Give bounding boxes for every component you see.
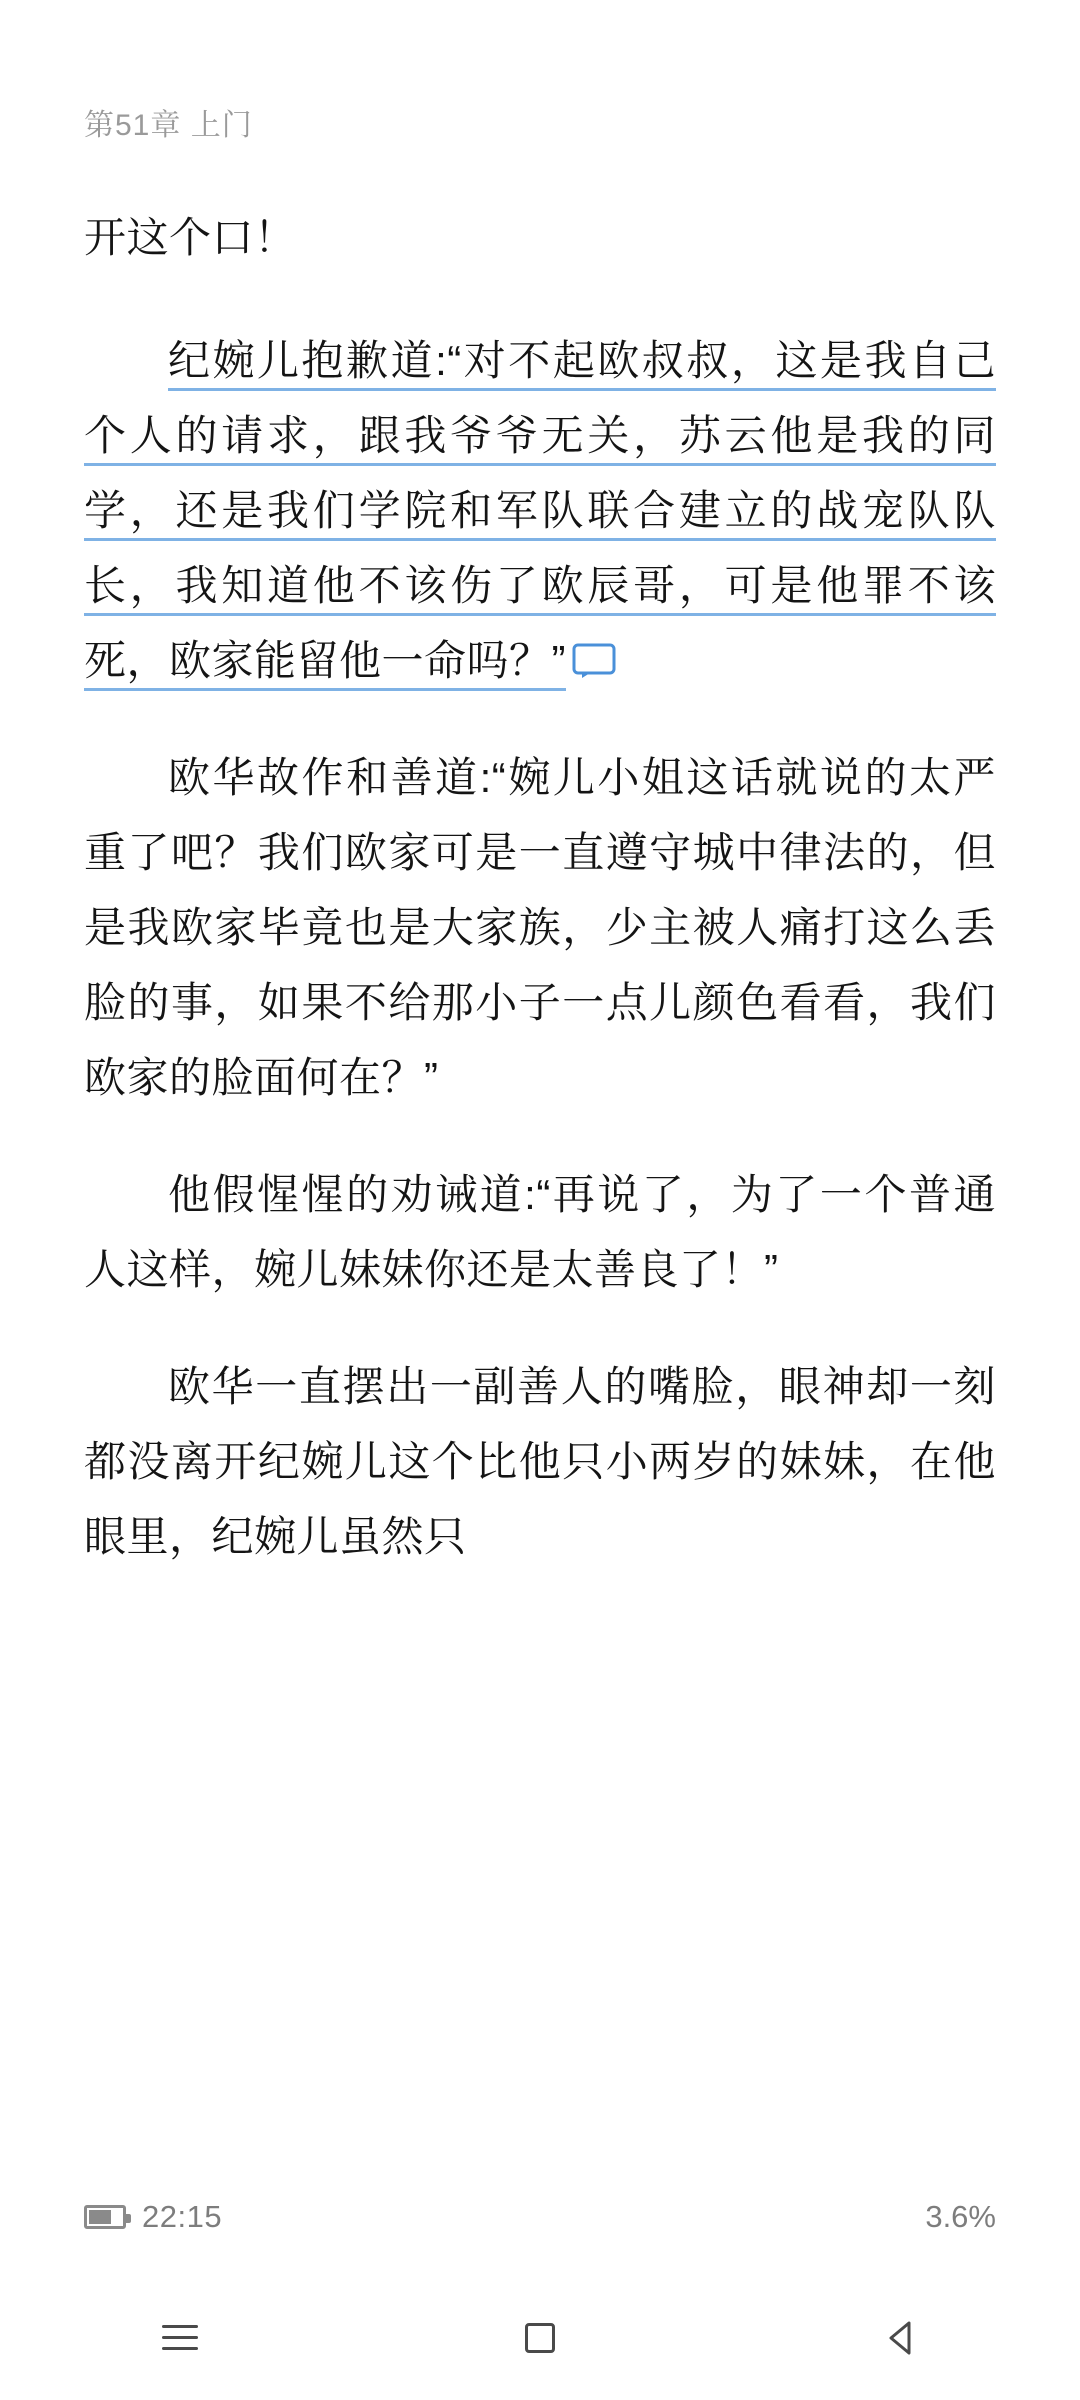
paragraph-highlighted[interactable] bbox=[84, 323, 996, 698]
recent-apps-icon bbox=[162, 2325, 198, 2351]
comment-bubble-icon[interactable] bbox=[572, 643, 616, 679]
footer-status bbox=[84, 2182, 222, 2252]
chapter-content[interactable] bbox=[84, 200, 996, 1616]
home-button[interactable] bbox=[480, 2276, 600, 2400]
clock-label: 22:15 bbox=[142, 2199, 223, 2234]
paragraph[interactable]: 欧华一直摆出一副善人的嘴脸，眼神却一刻都没离开纪婉儿这个比他只小两岁的妹妹，在他眼里，纪婉儿虽然只 bbox=[84, 1363, 996, 1560]
paragraph[interactable]: 欧华故作和善道:“婉儿小姐这话就说的太严重了吧？我们欧家可是一直遵守城中律法的，但是我欧家毕竟也是大家族，少主被人痛打这么丢脸的事，如果不给那小子一点儿颜色看看，我们欧家的脸面何在？” bbox=[84, 754, 996, 1101]
paragraph[interactable]: 他假惺惺的劝诫道:“再说了，为了一个普通人这样，婉儿妹妹你还是太善良了！” bbox=[84, 1171, 996, 1293]
battery-icon bbox=[84, 2205, 126, 2229]
paragraph[interactable]: 开这个口！ bbox=[84, 214, 297, 261]
recent-apps-button[interactable] bbox=[120, 2276, 240, 2400]
chapter-title: 第51章 上门 bbox=[84, 109, 253, 142]
reading-progress-label: 3.6% bbox=[925, 2199, 996, 2234]
reader-footer bbox=[0, 2182, 1080, 2252]
highlighted-text[interactable]: 纪婉儿抱歉道:“对不起欧叔叔，这是我自己个人的请求，跟我爷爷无关，苏云他是我的同学，还是我们学院和军队联合建立的战宠队队长，我知道他不该伤了欧辰哥，可是他罪不该死，欧家能留他一命吗？” bbox=[84, 337, 996, 691]
android-navigation-bar[interactable] bbox=[0, 2276, 1080, 2400]
home-icon bbox=[525, 2323, 555, 2353]
back-button[interactable] bbox=[840, 2276, 960, 2400]
back-icon bbox=[883, 2320, 917, 2356]
